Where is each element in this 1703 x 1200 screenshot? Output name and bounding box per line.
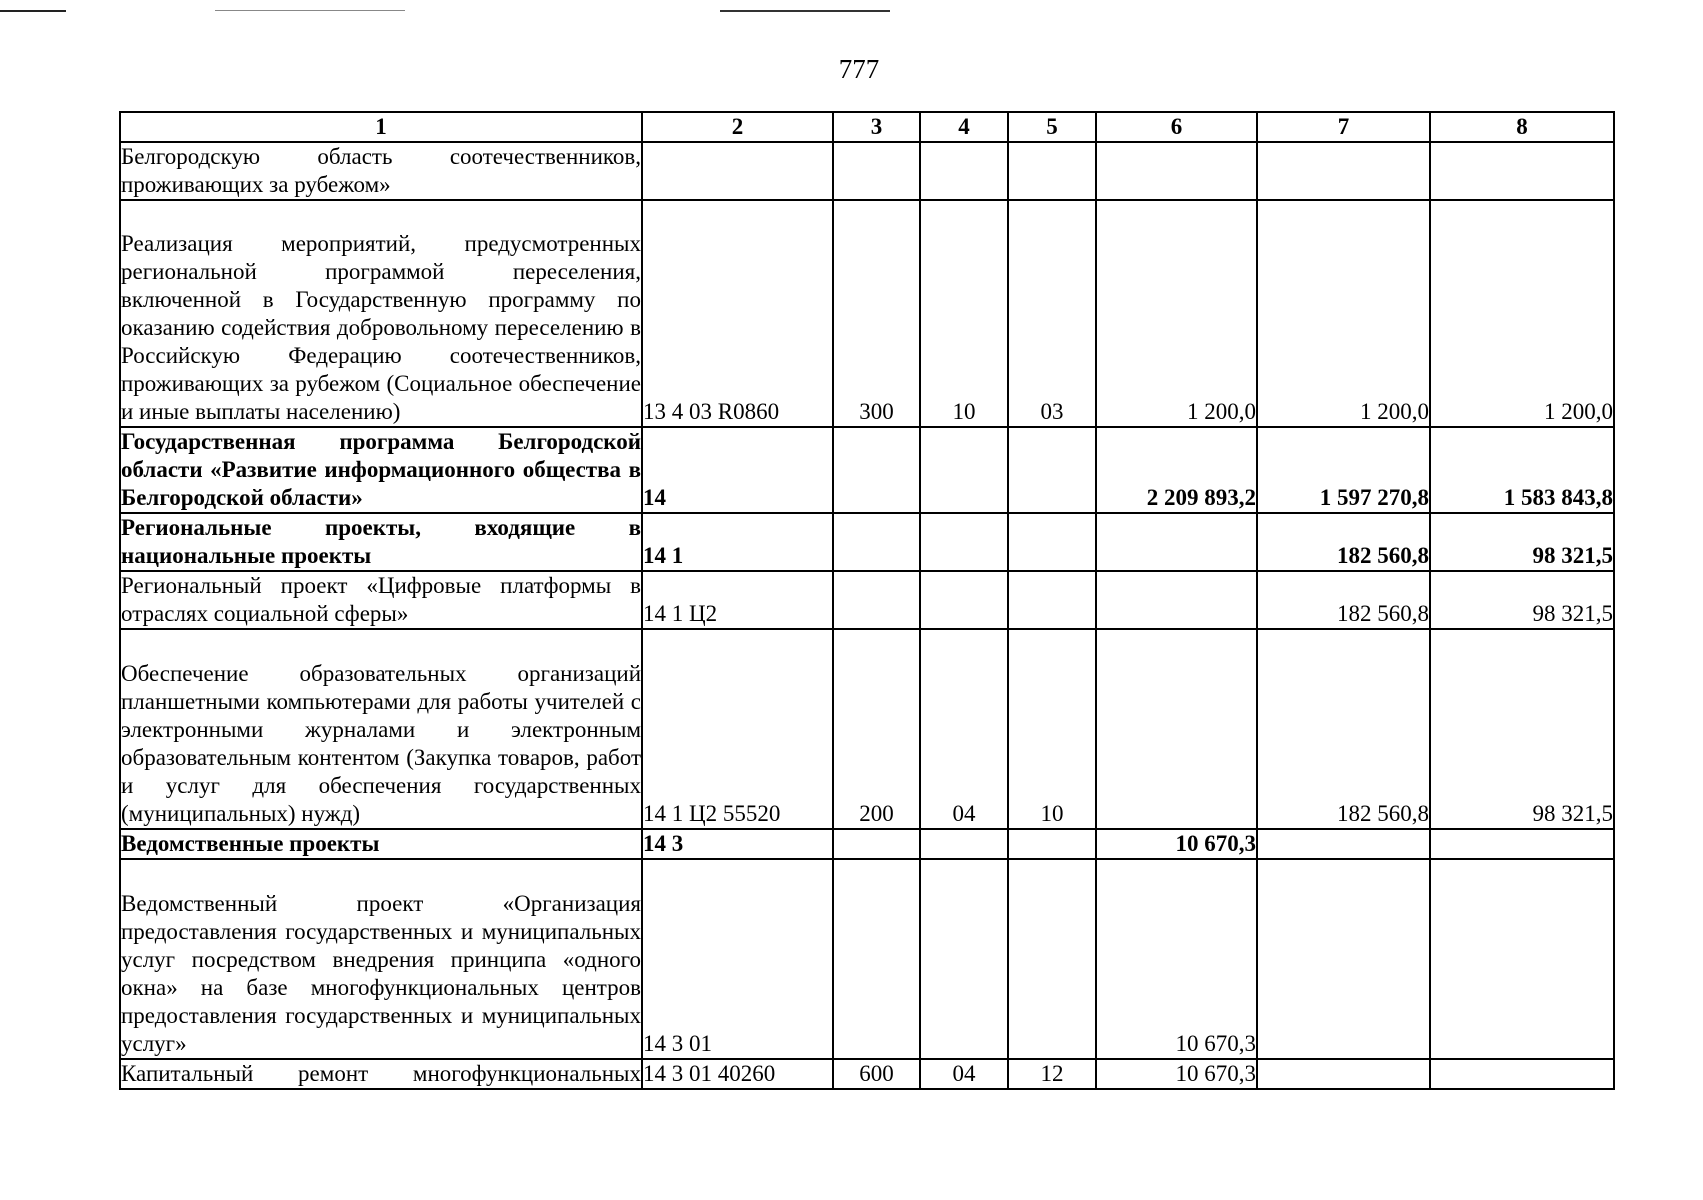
row-c4 xyxy=(920,513,1008,571)
row-c3 xyxy=(833,859,920,1059)
row-c3: 200 xyxy=(833,629,920,829)
row-c5 xyxy=(1008,142,1096,200)
row-c3 xyxy=(833,829,920,859)
table-row xyxy=(120,200,1614,427)
row-c6: 10 670,3 xyxy=(1096,829,1257,859)
row-c6 xyxy=(1096,513,1257,571)
column-header: 5 xyxy=(1008,112,1096,142)
table-row xyxy=(120,859,1614,1059)
column-header: 6 xyxy=(1096,112,1257,142)
table-row xyxy=(120,571,1614,629)
row-code: 14 xyxy=(642,427,833,513)
row-name: Капитальный ремонт многофункциональных xyxy=(120,1059,642,1089)
row-c6: 10 670,3 xyxy=(1096,859,1257,1059)
row-c5 xyxy=(1008,513,1096,571)
table-row xyxy=(120,629,1614,829)
table-header xyxy=(120,112,1614,142)
row-c7 xyxy=(1257,142,1430,200)
row-c8 xyxy=(1430,859,1614,1059)
row-c5 xyxy=(1008,427,1096,513)
row-code: 14 1 xyxy=(642,513,833,571)
row-c6 xyxy=(1096,571,1257,629)
row-c6 xyxy=(1096,629,1257,829)
scan-edge-line xyxy=(0,10,66,12)
row-c7 xyxy=(1257,1059,1430,1089)
scan-edge-line xyxy=(720,10,890,12)
row-c3 xyxy=(833,427,920,513)
row-c7: 182 560,8 xyxy=(1257,513,1430,571)
row-c8: 98 321,5 xyxy=(1430,571,1614,629)
row-c5 xyxy=(1008,829,1096,859)
table-row xyxy=(120,829,1614,859)
row-c4 xyxy=(920,859,1008,1059)
row-code: 14 3 01 40260 xyxy=(642,1059,833,1089)
scan-edge-line xyxy=(215,10,405,11)
row-c7: 182 560,8 xyxy=(1257,629,1430,829)
row-c4 xyxy=(920,427,1008,513)
row-name: Реализация мероприятий, предусмотренных региональной программой переселения, включенной в Государственную программу по оказанию содействия добровольному переселению в Российскую Федерацию соотечественников, проживающих за рубежом (Социальное обеспечение и иные выплаты населению) xyxy=(120,200,642,427)
page-number: 777 xyxy=(838,54,880,84)
row-c4 xyxy=(920,829,1008,859)
row-c4 xyxy=(920,571,1008,629)
row-c7: 1 597 270,8 xyxy=(1257,427,1430,513)
table-row xyxy=(120,427,1614,513)
row-c4: 04 xyxy=(920,629,1008,829)
row-c3: 600 xyxy=(833,1059,920,1089)
table-row xyxy=(120,142,1614,200)
row-c7: 182 560,8 xyxy=(1257,571,1430,629)
row-c6: 2 209 893,2 xyxy=(1096,427,1257,513)
row-code: 14 1 Ц2 55520 xyxy=(642,629,833,829)
row-name: Обеспечение образовательных организаций планшетными компьютерами для работы учителей с электронными журналами и электронным образовательным контентом (Закупка товаров, работ и услуг для обеспечения государственных (муниципальных) нужд) xyxy=(120,629,642,829)
row-c4 xyxy=(920,142,1008,200)
row-c5 xyxy=(1008,571,1096,629)
column-header: 7 xyxy=(1257,112,1430,142)
row-name: Региональный проект «Цифровые платформы в отраслях социальной сферы» xyxy=(120,571,642,629)
budget-table xyxy=(119,111,1615,1090)
row-c5: 03 xyxy=(1008,200,1096,427)
row-name: Ведомственный проект «Организация предоставления государственных и муниципальных услуг посредством внедрения принципа «одного окна» на базе многофункциональных центров предоставления государственных и муниципальных услуг» xyxy=(120,859,642,1059)
row-name: Ведомственные проекты xyxy=(120,829,642,859)
column-header: 8 xyxy=(1430,112,1614,142)
row-name: Государственная программа Белгородской области «Развитие информационного общества в Белгородской области» xyxy=(120,427,642,513)
row-code xyxy=(642,142,833,200)
row-c3: 300 xyxy=(833,200,920,427)
row-c3 xyxy=(833,513,920,571)
row-c6: 10 670,3 xyxy=(1096,1059,1257,1089)
row-c8 xyxy=(1430,142,1614,200)
row-c3 xyxy=(833,571,920,629)
row-c8 xyxy=(1430,1059,1614,1089)
row-c5 xyxy=(1008,859,1096,1059)
column-header: 2 xyxy=(642,112,833,142)
row-code: 13 4 03 R0860 xyxy=(642,200,833,427)
row-c8: 98 321,5 xyxy=(1430,513,1614,571)
column-header: 4 xyxy=(920,112,1008,142)
column-header: 3 xyxy=(833,112,920,142)
row-c5: 10 xyxy=(1008,629,1096,829)
row-c4: 04 xyxy=(920,1059,1008,1089)
row-c8: 98 321,5 xyxy=(1430,629,1614,829)
column-header: 1 xyxy=(120,112,642,142)
row-c7 xyxy=(1257,829,1430,859)
row-c8: 1 583 843,8 xyxy=(1430,427,1614,513)
table-row xyxy=(120,1059,1614,1089)
row-name: Региональные проекты, входящие в национальные проекты xyxy=(120,513,642,571)
row-c7 xyxy=(1257,859,1430,1059)
row-c4: 10 xyxy=(920,200,1008,427)
row-code: 14 3 xyxy=(642,829,833,859)
row-c3 xyxy=(833,142,920,200)
row-c6 xyxy=(1096,142,1257,200)
row-c8: 1 200,0 xyxy=(1430,200,1614,427)
row-code: 14 1 Ц2 xyxy=(642,571,833,629)
row-name: Белгородскую область соотечественников, проживающих за рубежом» xyxy=(120,142,642,200)
row-c7: 1 200,0 xyxy=(1257,200,1430,427)
table-row xyxy=(120,513,1614,571)
row-c6: 1 200,0 xyxy=(1096,200,1257,427)
row-code: 14 3 01 xyxy=(642,859,833,1059)
row-c5: 12 xyxy=(1008,1059,1096,1089)
row-c8 xyxy=(1430,829,1614,859)
